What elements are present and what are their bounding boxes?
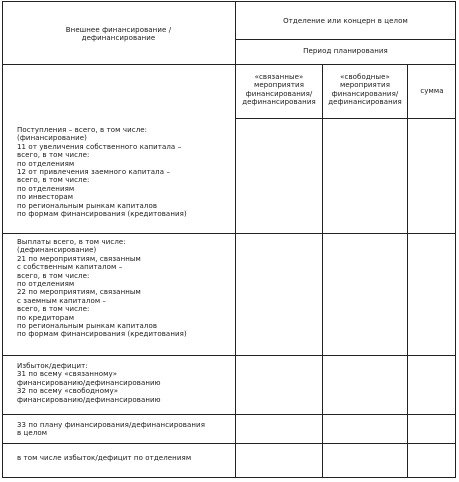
header-columns-bottom <box>235 118 456 119</box>
row-receipts <box>17 126 233 218</box>
row-line: 22 по мероприятиям, связанным <box>17 288 141 297</box>
row-line: финансированию/дефинансированию <box>17 395 161 404</box>
column-header-line: дефинансирования <box>328 98 402 107</box>
row-line: всего, в том числе: <box>17 176 90 185</box>
column-header-free <box>323 73 407 107</box>
row-divider-2 <box>2 355 456 356</box>
header-left-title-line: дефинансирование <box>81 34 156 43</box>
row-line: Избыток/дефицит: <box>17 362 88 370</box>
row-line: по региональным рынкам капиталов <box>17 201 158 210</box>
row-line: по отделениям <box>17 280 75 289</box>
row-line: всего, в том числе: <box>17 151 90 160</box>
row-line: по формам финансирования (кредитования) <box>17 330 187 339</box>
row-line: по региональным рынкам капиталов <box>17 322 158 331</box>
column-header-line: сумма <box>420 87 444 95</box>
row-line: с заемным капиталом – <box>17 296 107 305</box>
row-divider-1 <box>2 233 456 234</box>
column-header-line: «свободные» <box>340 73 390 81</box>
row-divider-3 <box>2 414 456 415</box>
row-line: всего, в том числе: <box>17 271 90 280</box>
header-left-title <box>2 26 235 43</box>
column-header-line: дефинансирования <box>242 98 316 107</box>
row-divider-4 <box>2 443 456 444</box>
row-line: всего, в том числе: <box>17 305 90 314</box>
row-line: по кредиторам <box>17 313 75 322</box>
column-header-line: «связанные» <box>254 73 304 81</box>
row-line: в том числе избыток/дефицит по отделениям <box>17 454 192 462</box>
row-line: по отделениям <box>17 159 75 168</box>
row-by-divisions <box>17 454 233 462</box>
header-right-divider <box>235 39 456 40</box>
row-line: 12 от привлечения заемного капитала – <box>17 168 171 177</box>
column-header-line: финансирования/ <box>245 89 313 98</box>
row-line: Поступления – всего, в том числе: <box>17 126 148 134</box>
header-left-title-line: Внешнее финансирование / <box>65 26 172 34</box>
col-divider-2 <box>322 64 323 477</box>
row-surplus-deficit <box>17 362 233 404</box>
row-plan-total <box>17 421 233 438</box>
row-line: в целом <box>17 429 48 438</box>
column-header-linked <box>236 73 322 107</box>
row-line: (финансирование) <box>17 134 88 143</box>
col-divider-3 <box>407 64 408 477</box>
column-header-line: мероприятия <box>339 81 391 90</box>
column-header-line: мероприятия <box>253 81 305 90</box>
row-line: 31 по всему «связанному» <box>17 370 118 379</box>
row-line: по инвесторам <box>17 193 74 202</box>
row-line: 32 по всему «свободному» <box>17 387 119 396</box>
row-line: Выплаты всего, в том числе: <box>17 238 126 246</box>
period-label: Период планирования <box>303 47 388 55</box>
row-line: по формам финансирования (кредитования) <box>17 210 187 219</box>
row-line: (дефинансирование) <box>17 246 97 255</box>
row-line: по отделениям <box>17 184 75 193</box>
row-line: финансированию/дефинансированию <box>17 378 161 387</box>
row-line: 11 от увеличения собственного капитала – <box>17 142 182 151</box>
column-header-line: финансирования/ <box>331 89 399 98</box>
column-header-sum <box>408 87 456 95</box>
row-line: с собственным капиталом – <box>17 263 123 272</box>
row-line: 21 по мероприятиям, связанным <box>17 254 141 263</box>
row-payments <box>17 238 233 339</box>
row-line: 33 по плану финансирования/дефинансирования <box>17 421 206 429</box>
header-right-title: Отделение или концерн в целом <box>283 17 408 25</box>
header-bottom-divider <box>2 64 456 65</box>
